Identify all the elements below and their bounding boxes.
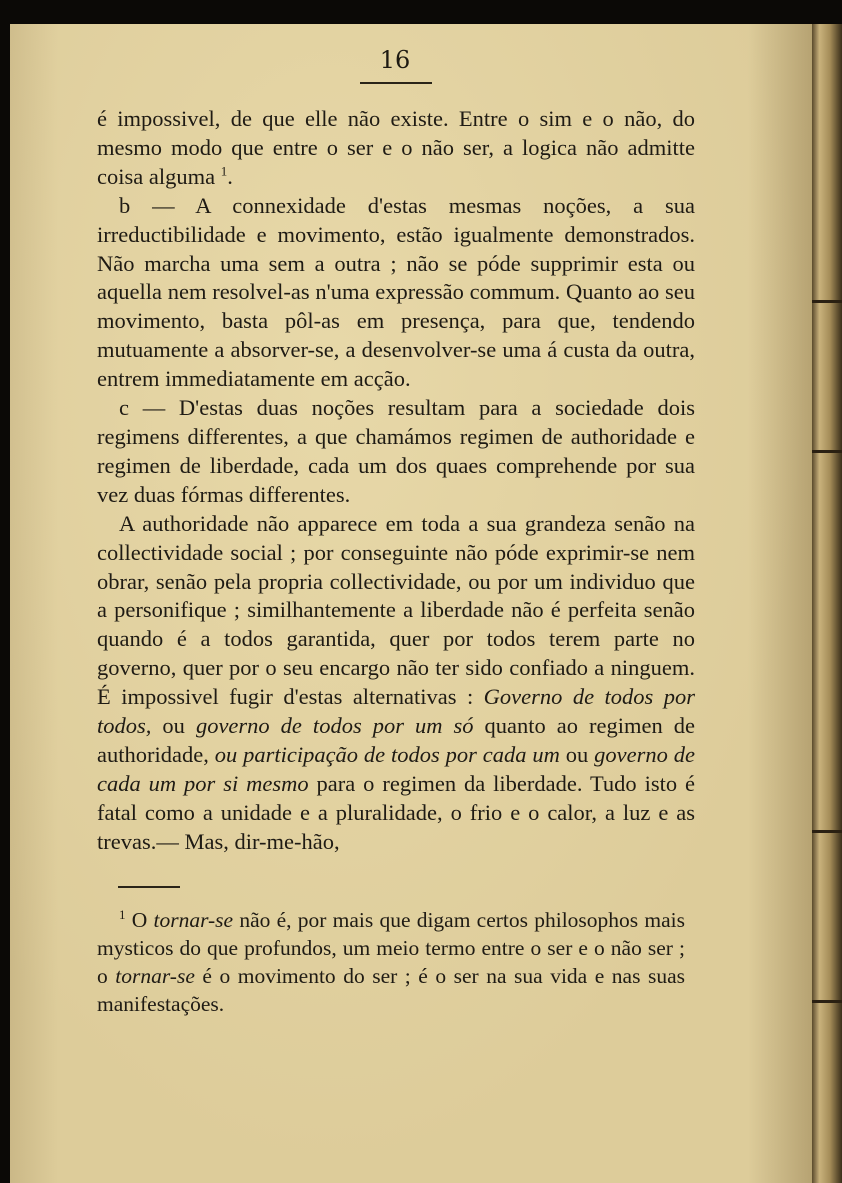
- page-edge-strip: [812, 24, 842, 1183]
- footnote-rule: [118, 886, 180, 888]
- footnote-marker: 1: [119, 906, 126, 922]
- paragraph-2: b — A connexidade d'estas mesmas noções, a sua irreductibilidade e movimento, estão igualmente demonstrados. Não marcha uma sem a outra ; não se póde supprimir esta ou aquella nem resolvel-as n'uma expressão commum. Quanto ao seu movimento, basta pôl-as em presença, para que, tendendo mutuamente a absorver-se, a desenvolver-se uma á custa da outra, entrem immediatamente em acção.: [97, 192, 695, 392]
- body-text: [97, 105, 695, 857]
- footnote-text: $^1$ O tornar-se não é, por mais que digam certos philosophos mais mysticos do que profundos, um meio termo entre o ser e o não ser ; o tornar-se é o movimento do ser ; é o ser na sua vida e nas suas manifestações.: [97, 906, 686, 1016]
- edge-mark: [812, 830, 842, 833]
- edge-mark: [812, 1000, 842, 1003]
- page-number: 16: [379, 46, 411, 74]
- header-rule: [360, 82, 432, 84]
- edge-mark: [812, 300, 842, 303]
- paragraph-3: c — D'estas duas noções resultam para a sociedade dois regimens differentes, a que chamámos regimen de authoridade e regimen de liberdade, cada um dos quaes comprehende por sua vez duas fórmas differentes.: [97, 395, 695, 507]
- footnote-reference[interactable]: 1: [220, 163, 228, 179]
- footnote: [97, 906, 685, 1018]
- paragraph-1: é impossivel, de que elle não existe. Entre o sim e o não, do mesmo modo que entre o ser e o não ser, a logica não admitte coisa alguma $^1$.: [97, 106, 695, 189]
- paragraph-4: A authoridade não apparece em toda a sua grandeza senão na collectividade social ; por conseguinte não póde exprimir-se nem obrar, senão pela propria collectividade, ou por um individuo que a personifique ; similhantemente a liberdade não é perfeita senão quando é a todos garantida, quer por todos terem parte no governo, quer por o seu encargo não ter sido confiado a ninguem. É impossivel fugir d'estas alternativas : Governo de todos por todos, ou governo de todos por um só quanto ao regimen de authoridade, ou participação de todos por cada um ou governo de cada um por si mesmo para o regimen da liberdade. Tudo isto é fatal como a unidade e a pluralidade, o frio e o calor, a luz e as trevas.— Mas, dir-me-hão,: [97, 510, 696, 854]
- edge-mark: [812, 450, 842, 453]
